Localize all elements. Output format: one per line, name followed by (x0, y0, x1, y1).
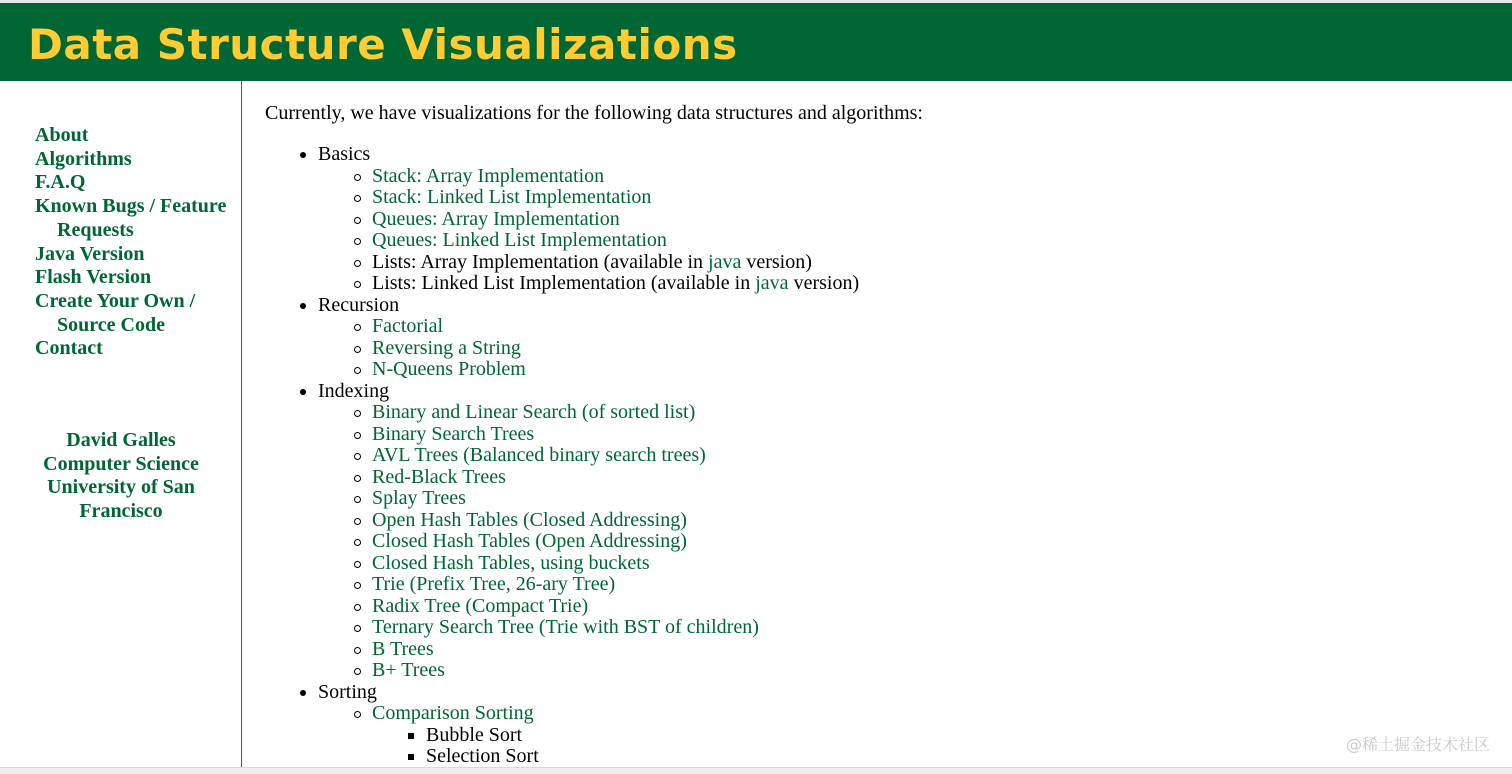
visualization-link[interactable]: AVL Trees (Balanced binary search trees) (372, 444, 706, 466)
bullet-circle-icon (354, 174, 361, 181)
bullet-circle-icon (354, 346, 361, 353)
sub-sub-list (372, 725, 1495, 768)
bullet-circle-icon (354, 260, 361, 267)
list-item (318, 402, 1495, 424)
list-item (318, 359, 1495, 381)
site-header (0, 3, 1512, 81)
sidebar (0, 81, 242, 774)
author-univ-line1: University of San (47, 476, 195, 499)
nav-known-bugs[interactable]: Known Bugs / Feature Requests (35, 195, 227, 241)
bullet-circle-icon (354, 281, 361, 288)
visualization-link[interactable]: Binary and Linear Search (of sorted list) (372, 401, 696, 423)
list-item (318, 187, 1495, 209)
nav-about[interactable]: About (35, 124, 89, 146)
watermark: @稀土掘金技术社区 (1345, 735, 1490, 754)
visualization-link[interactable]: Queues: Linked List Implementation (372, 229, 667, 251)
visualization-link[interactable]: Ternary Search Tree (Trie with BST of children) (372, 616, 759, 638)
visualization-link[interactable]: Queues: Array Implementation (372, 207, 620, 230)
nav-flash-version[interactable]: Flash Version (35, 266, 152, 289)
visualization-link[interactable]: Factorial (372, 315, 444, 337)
visualization-link[interactable]: Red-Black Trees (372, 465, 506, 488)
list-item (318, 316, 1495, 338)
sub-list (318, 166, 1495, 295)
visualization-link[interactable]: Closed Hash Tables, using buckets (372, 551, 650, 574)
sidebar-nav (35, 124, 235, 361)
bullet-square-icon (408, 733, 414, 739)
list-item (318, 424, 1495, 446)
visualization-link[interactable]: B Trees (372, 637, 434, 660)
java-version-link[interactable]: java (755, 272, 789, 294)
category-label: Basics (318, 143, 371, 165)
item-text: Lists: Linked List Implementation (available in (372, 272, 756, 294)
visualization-link[interactable]: Trie (Prefix Tree, 26-ary Tree) (372, 573, 616, 595)
bullet-circle-icon (354, 217, 361, 224)
list-item (318, 230, 1495, 252)
visualization-link[interactable]: Splay Trees (372, 487, 466, 509)
sub-list (318, 316, 1495, 381)
visualization-link[interactable]: Binary Search Trees (372, 422, 535, 445)
bullet-circle-icon (354, 668, 361, 675)
list-item (318, 617, 1495, 639)
bullet-disc-icon (300, 152, 306, 158)
horizontal-scrollbar[interactable] (0, 767, 1512, 774)
list-item (318, 273, 1495, 295)
nav-contact[interactable]: Contact (35, 337, 103, 360)
bullet-circle-icon (354, 496, 361, 503)
visualization-link[interactable]: N-Queens Problem (372, 358, 526, 380)
main-content (265, 100, 1495, 768)
bullet-circle-icon (354, 561, 361, 568)
author-block (0, 429, 242, 524)
bullet-circle-icon (354, 195, 361, 202)
item-text: version) (788, 272, 860, 294)
bullet-circle-icon (354, 518, 361, 525)
bullet-circle-icon (354, 711, 361, 718)
visualization-link[interactable]: Stack: Linked List Implementation (372, 186, 652, 208)
bullet-disc-icon (300, 303, 306, 309)
bullet-circle-icon (354, 604, 361, 611)
category-indexing (265, 381, 1495, 682)
item-text: version) (741, 250, 812, 273)
category-list (265, 144, 1495, 768)
bullet-circle-icon (354, 539, 361, 546)
list-item (318, 703, 1495, 768)
visualization-link[interactable]: B+ Trees (372, 659, 445, 681)
author-name: David Galles (66, 429, 176, 451)
bullet-circle-icon (354, 367, 361, 374)
list-item (318, 660, 1495, 682)
category-label: Recursion (318, 293, 400, 316)
visualization-link[interactable]: Stack: Array Implementation (372, 164, 605, 187)
visualization-link[interactable]: Comparison Sorting (372, 702, 534, 724)
item-text: Bubble Sort (426, 723, 523, 746)
bullet-circle-icon (354, 475, 361, 482)
category-label: Indexing (318, 379, 390, 402)
visualization-link[interactable]: Radix Tree (Compact Trie) (372, 594, 589, 617)
list-item (318, 209, 1495, 231)
list-item (318, 467, 1495, 489)
visualization-link[interactable]: Open Hash Tables (Closed Addressing) (372, 508, 687, 531)
intro-text: Currently, we have visualizations for the following data structures and algorithms: (265, 102, 923, 124)
nav-algorithms[interactable]: Algorithms (35, 147, 132, 170)
list-item (318, 510, 1495, 532)
bullet-circle-icon (354, 582, 361, 589)
site-title: Data Structure Visualizations (28, 20, 738, 69)
category-basics (265, 144, 1495, 295)
sub-list (318, 703, 1495, 768)
java-version-link[interactable]: java (708, 250, 742, 273)
nav-faq[interactable]: F.A.Q (35, 171, 86, 194)
list-item (318, 531, 1495, 553)
bullet-circle-icon (354, 324, 361, 331)
item-text: Selection Sort (426, 745, 539, 767)
nav-java-version[interactable]: Java Version (35, 242, 145, 265)
bullet-disc-icon (300, 389, 306, 395)
list-item (318, 252, 1495, 274)
bullet-circle-icon (354, 625, 361, 632)
category-sorting (265, 682, 1495, 768)
list-item (318, 445, 1495, 467)
category-recursion (265, 295, 1495, 381)
list-item (318, 338, 1495, 360)
visualization-link[interactable]: Closed Hash Tables (Open Addressing) (372, 530, 687, 552)
bullet-circle-icon (354, 238, 361, 245)
list-item (372, 746, 1495, 768)
bullet-circle-icon (354, 453, 361, 460)
author-univ-line2: Francisco (79, 500, 163, 523)
list-item (318, 596, 1495, 618)
bullet-circle-icon (354, 647, 361, 654)
nav-create-your-own[interactable]: Create Your Own / Source Code (35, 289, 196, 336)
list-item (318, 553, 1495, 575)
list-item (318, 574, 1495, 596)
list-item (318, 639, 1495, 661)
author-dept: Computer Science (43, 452, 199, 475)
bullet-circle-icon (354, 410, 361, 417)
item-text: Lists: Array Implementation (available in (372, 250, 709, 273)
list-item (372, 725, 1495, 747)
category-label: Sorting (318, 680, 377, 703)
list-item (318, 488, 1495, 510)
list-item (318, 166, 1495, 188)
bullet-square-icon (408, 754, 414, 760)
bullet-disc-icon (300, 690, 306, 696)
visualization-link[interactable]: Reversing a String (372, 336, 521, 359)
bullet-circle-icon (354, 432, 361, 439)
sub-list (318, 402, 1495, 682)
